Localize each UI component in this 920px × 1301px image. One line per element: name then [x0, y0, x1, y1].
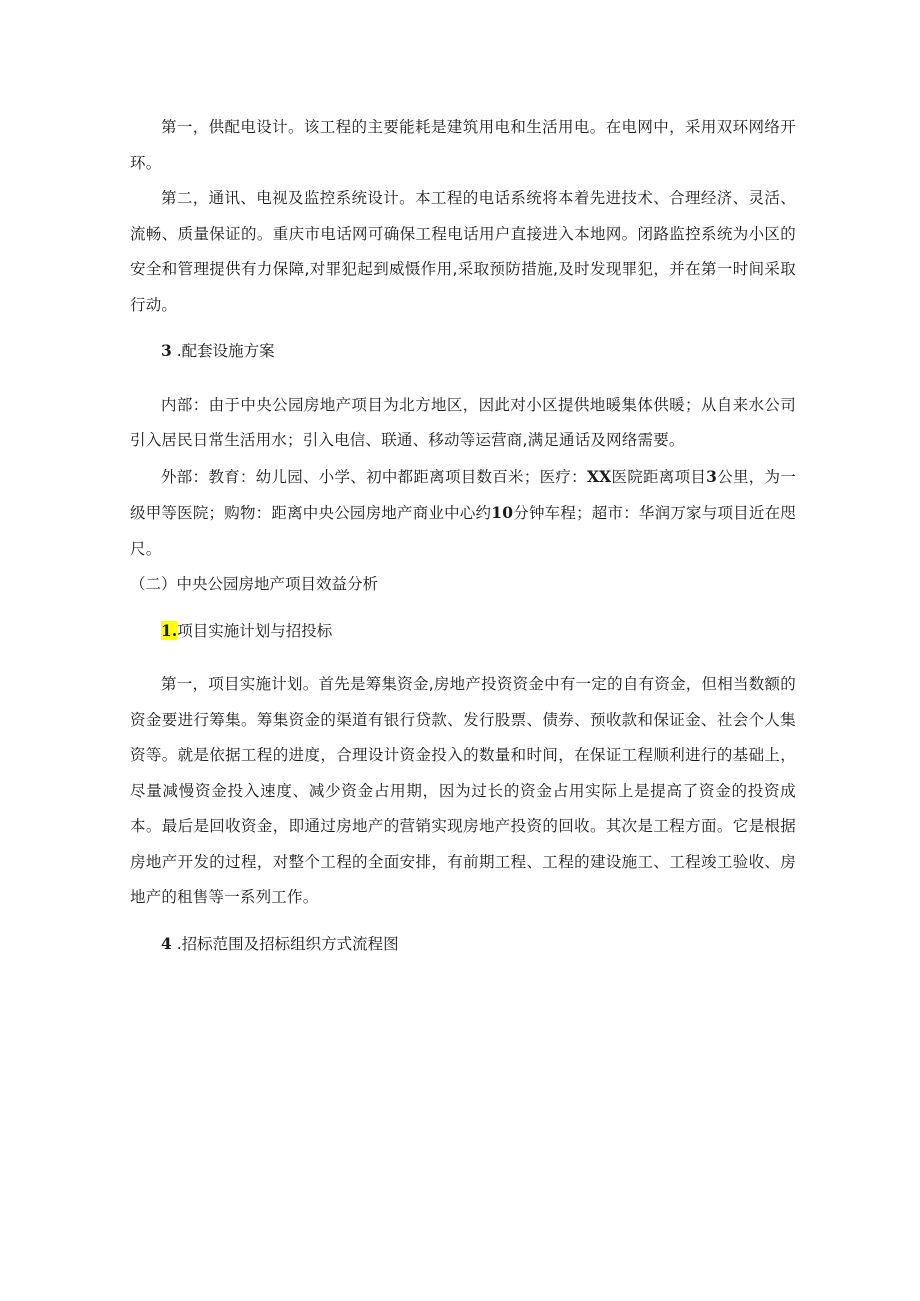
text-run-bold: 3: [706, 466, 718, 486]
heading-text: 项目实施计划与招投标: [177, 621, 333, 640]
text-run-bold: 10: [491, 503, 514, 522]
highlighted-heading-number: 1.: [161, 620, 178, 640]
text-run-bold: XX: [586, 466, 612, 486]
heading-bidding-scope: [130, 926, 796, 963]
paragraph-implementation-details: 第一，项目实施计划。首先是筹集资金,房地产投资资金中有一定的自有资金，但相当数额的资金要进行筹集。筹集资金的渠道有银行贷款、发行股票、债券、预收款和保证金、社会个人集资等。就是依据工程的进度，合理设计资金投入的数量和时间，在保证工程顺利进行的基础上，尽量减慢资金投入速度、减少资金占用期，因为过长的资金占用实际上是提高了资金的投资成本。最后是回收资金，即通过房地产的营销实现房地产投资的回收。其次是工程方面。它是根据房地产开发的过程，对整个工程的全面安排，有前期工程、工程的建设施工、工程竣工验收、房地产的租售等一系列工作。: [130, 675, 796, 906]
heading-text: .配套设施方案: [171, 342, 275, 360]
spacer: [130, 649, 796, 667]
paragraph-power-supply: 第一，供配电设计。该工程的主要能耗是建筑用电和生活用电。在电网中，采用双环网络开环。: [130, 118, 796, 172]
text-run: 医院距离项目: [611, 467, 707, 486]
spacer: [130, 603, 796, 613]
text-run: 外部：教育：幼儿园、小学、初中都距离项目数百米；医疗：: [161, 467, 587, 486]
section-title-benefit-analysis: （二）中央公园房地产项目效益分析: [130, 575, 379, 593]
heading-number: 4: [161, 933, 172, 953]
paragraph-communication: 第二，通讯、电视及监控系统设计。本工程的电话系统将本着先进技术、合理经济、灵活、流畅、质量保证的。重庆市电话网可确保工程电话用户直接进入本地网。闭路监控系统为小区的安全和管理提供有力保障,对罪犯起到威慑作用,采取预防措施,及时发现罪犯，并在第一时间采取行动。: [130, 189, 796, 314]
spacer: [130, 916, 796, 926]
spacer: [130, 323, 796, 333]
text-run: 分钟车程；超市：华润万家与项目近在咫尺。: [130, 504, 796, 558]
paragraph-external-facilities: [130, 459, 796, 568]
paragraph-internal-facilities: 内部：由于中央公园房地产项目为北方地区，因此对小区提供地暖集体供暖；从自来水公司引入居民日常生活用水；引入电信、联通、移动等运营商,满足通话及网络需要。: [130, 395, 796, 449]
document-body: [130, 110, 796, 962]
heading-supporting-facilities: [130, 333, 796, 370]
text-run: 公里，为一级甲等医院；购物：距离中央公园房地产商业中心约: [130, 467, 797, 522]
spacer: [130, 370, 796, 388]
heading-number: 3: [161, 341, 172, 360]
heading-implementation-plan: [130, 613, 796, 650]
heading-text: .招标范围及招标组织方式流程图: [171, 934, 399, 953]
